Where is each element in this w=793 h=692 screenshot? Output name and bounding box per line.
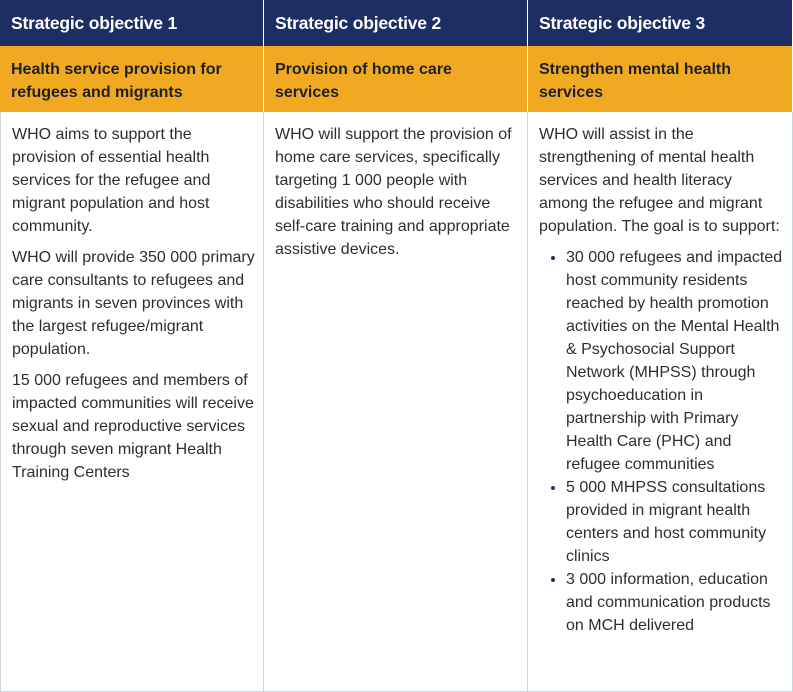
objective-2-title: Provision of home care services: [264, 46, 528, 112]
objective-3-body: [528, 112, 793, 692]
objective-1-header: Strategic objective 1: [0, 0, 264, 46]
objective-2-header: Strategic objective 2: [264, 0, 528, 46]
objective-2-body: [264, 112, 528, 692]
objective-1-paragraph: WHO aims to support the provision of essential health services for the refugee and migrant population and host community.: [12, 126, 211, 235]
objective-2-paragraph: WHO will support the provision of home care services, specifically targeting 1 000 people with disabilities who should receive self-care training and appropriate assistive devices.: [275, 126, 512, 258]
objective-3-header: Strategic objective 3: [528, 0, 793, 46]
objective-1-title: Health service provision for refugees and migrants: [0, 46, 264, 112]
objective-1-paragraph: 15 000 refugees and members of impacted communities will receive sexual and reproductive services through seven migrant Health Training Centers: [12, 372, 254, 481]
objective-3-bullet-list: [539, 246, 784, 637]
list-item: • 30 000 refugees and impacted host community residents reached by health promotion activities on the Mental Health & Psychosocial Support Network (MHPSS) through psychoeducation in partnership with Primary Health Care (PHC) and refugee communities: [566, 246, 784, 476]
list-item: • 3 000 information, education and communication products on MCH delivered: [566, 568, 784, 637]
objective-1-body: [0, 112, 264, 692]
objective-1-paragraph: WHO will provide 350 000 primary care consultants to refugees and migrants in seven provinces with the largest refugee/migrant population.: [12, 249, 255, 358]
objective-3-paragraph: WHO will assist in the strengthening of mental health services and health literacy among the refugee and migrant population. The goal is to support:: [539, 126, 780, 235]
list-item: • 5 000 MHPSS consultations provided in migrant health centers and host community clinics: [566, 476, 784, 568]
objective-3-title: Strengthen mental health services: [528, 46, 793, 112]
